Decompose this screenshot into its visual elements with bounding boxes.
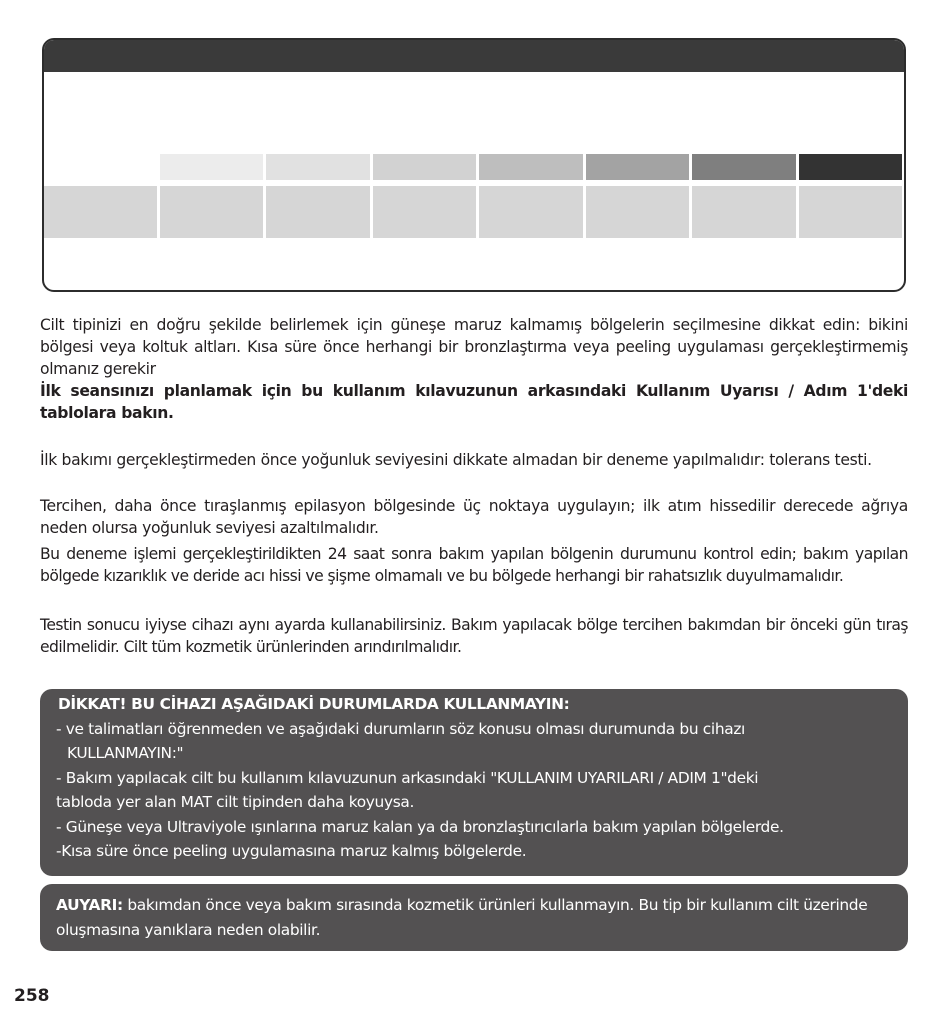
table-cell (692, 186, 796, 238)
warning-item-4: -Kısa süre önce peeling uygulamasına maruz kalmış bölgelerde. (56, 842, 527, 860)
warning-item-2-line-1: - Bakım yapılacak cilt bu kullanım kılavuzunun arkasındaki "KULLANIM UYARILARI / ADIM 1"deki (56, 768, 759, 787)
test-paragraph-2: Tercihen, daha önce tıraşlanmış epilasyon bölgesinde üç noktaya uygulayın; ilk atım hissedilir derecede ağrıya neden olursa yoğunluk seviyesi azaltılmalıdır. (40, 497, 908, 537)
note-label: AUYARI: (56, 896, 123, 914)
table-cell (373, 186, 476, 238)
note-body: bakımdan önce veya bakım sırasında kozmetik ürünleri kullanmayın. Bu tip bir kullanım cilt üzerinde oluşmasına yanıklara neden olabilir. (56, 896, 868, 939)
skin-tone-swatch-7 (799, 154, 902, 180)
warning-item-3: - Güneşe veya Ultraviyole ışınlarına maruz kalan ya da bronzlaştırıcılarla bakım yapılan bölgelerde. (56, 817, 784, 836)
intro-paragraph: Cilt tipinizi en doğru şekilde belirlemek için güneşe maruz kalmamış bölgelerin seçilmesine dikkat edin: bikini bölgesi veya koltuk altları. Kısa süre önce herhangi bir bronzlaştırma veya peeling uygulaması gerçekleştirmemiş olmanız gerekir (40, 316, 908, 378)
table-cell (479, 186, 583, 238)
table-cell (586, 186, 689, 238)
table-cell (799, 186, 902, 238)
table-header-bar (44, 40, 904, 72)
skin-tone-swatch-3 (373, 154, 476, 180)
note-text (56, 893, 892, 942)
warning-item-1-line-2: KULLANMAYIN:" (67, 744, 184, 762)
skin-type-table (42, 38, 906, 292)
test-paragraph-4: Testin sonucu iyiyse cihazı aynı ayarda kullanabilirsiniz. Bakım yapılacak bölge tercihen bakımdan bir önceki gün tıraş edilmelidir. Cilt tüm kozmetik ürünlerinden arındırılmalıdır. (40, 616, 908, 656)
skin-tone-swatch-4 (479, 154, 583, 180)
table-cell (160, 186, 263, 238)
skin-tone-swatch-5 (586, 154, 689, 180)
intro-bold-paragraph: İlk seansınızı planlamak için bu kullanım kılavuzunun arkasındaki Kullanım Uyarısı / Adım 1'deki tablolara bakın. (40, 382, 908, 422)
warning-box (40, 689, 908, 876)
test-paragraph-1: İlk bakımı gerçekleştirmeden önce yoğunluk seviyesini dikkate almadan bir deneme yapılmalıdır: tolerans testi. (40, 451, 872, 469)
test-paragraph-3: Bu deneme işlemi gerçekleştirildikten 24 saat sonra bakım yapılan bölgenin durumunu kontrol edin; bakım yapılan bölgede kızarıklık ve deride acı hissi ve şişme olmamalı ve bu bölgede herhangi bir rahatsızlık duyulmamalıdır. (40, 545, 908, 585)
page-number: 258 (14, 986, 50, 1006)
warning-item-2-line-2: tabloda yer alan MAT cilt tipinden daha koyuysa. (56, 793, 415, 811)
table-row-label-cell (44, 186, 157, 238)
skin-tone-swatch-1 (160, 154, 263, 180)
skin-tone-swatch-2 (266, 154, 370, 180)
warning-item-1-line-1: - ve talimatları öğrenmeden ve aşağıdaki durumların söz konusu olması durumunda bu cihazı (56, 719, 745, 738)
skin-tone-swatch-6 (692, 154, 796, 180)
table-cell (266, 186, 370, 238)
note-box (40, 884, 908, 951)
warning-title: DİKKAT! BU CİHAZI AŞAĞIDAKİ DURUMLARDA KULLANMAYIN: (58, 695, 570, 713)
